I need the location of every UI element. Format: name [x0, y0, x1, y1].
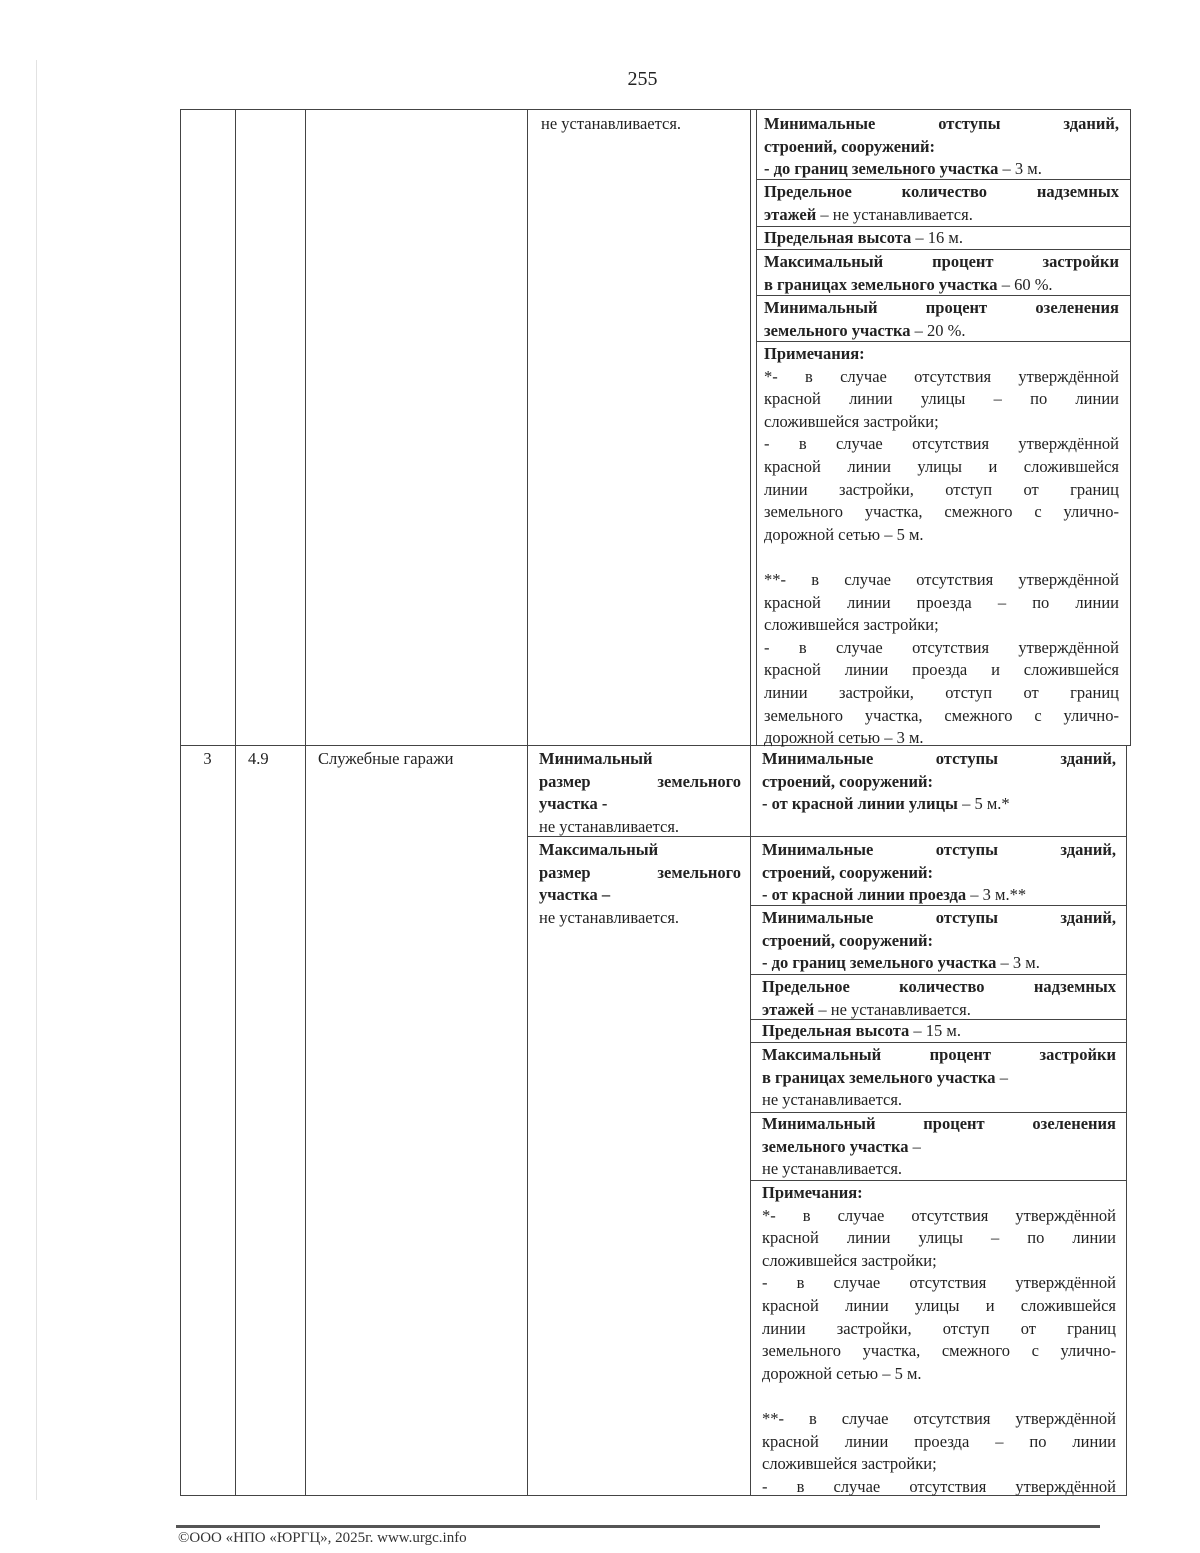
note-line: *- в случае отсутствия утверждённой — [762, 1205, 1116, 1225]
cell-label: - до границ земельного участка — [764, 159, 999, 179]
cell-value: – 3 м.** — [966, 885, 1027, 905]
note-line: линии застройки, отступ от границ — [764, 479, 1119, 499]
cell-value: – 60 %. — [997, 274, 1053, 294]
cell-label: Предельная высота — [762, 1021, 910, 1040]
note-line: красной линии улицы и сложившейся — [762, 1295, 1116, 1315]
cell-label: участка – — [539, 885, 611, 905]
cell-label: Минимальный процент озеленения — [764, 298, 1119, 317]
cell-label: Минимальный — [539, 749, 653, 768]
cell-label: в границах земельного участка — [764, 274, 998, 294]
top-col4-text: не устанавливается. — [541, 114, 682, 133]
street-setback-cell — [762, 748, 1116, 816]
cell-label: строений, сооружений: — [762, 930, 934, 950]
notes-heading: Примечания: — [762, 1183, 863, 1202]
row-name: Служебные гаражи — [318, 749, 454, 768]
cell-label: - до границ земельного участка — [762, 953, 997, 973]
cell-label: Предельное количество надземных — [764, 182, 1119, 201]
cell-label: размер земельного — [539, 771, 741, 791]
note-line: красной линии проезда – по линии — [764, 592, 1119, 612]
cell-label: Максимальный процент застройки — [764, 252, 1119, 271]
cell-label: строений, сооружений: — [764, 136, 936, 156]
top-greening-cell — [764, 297, 1119, 342]
top-setback-cell — [764, 113, 1119, 181]
table-divider — [756, 109, 757, 745]
cell-label: в границах земельного участка — [762, 1067, 996, 1087]
note-line: красной линии проезда и сложившейся — [764, 660, 1119, 680]
top-floors-cell — [764, 181, 1119, 226]
page-number: 255 — [627, 68, 658, 90]
max-size-cell — [539, 839, 741, 929]
cell-label: Максимальный — [539, 840, 659, 859]
cell-label: размер земельного — [539, 862, 741, 882]
cell-label: этажей — [764, 204, 817, 224]
table-divider — [235, 109, 236, 1496]
top-coverage-cell — [764, 251, 1119, 296]
cell-label: - от красной линии проезда — [762, 885, 967, 905]
boundary-setback-cell — [762, 907, 1116, 975]
note-line: сложившейся застройки; — [762, 1250, 937, 1270]
cell-value: не устанавливается. — [539, 816, 680, 836]
cell-value: – не устанавливается. — [816, 204, 973, 224]
cell-value: – — [908, 1136, 921, 1156]
footer-copyright: ©ООО «НПО «ЮРГЦ», 2025г. www.urgc.info — [178, 1530, 467, 1546]
note-line: сложившейся застройки; — [764, 411, 939, 431]
note-line: красной линии улицы – по линии — [762, 1228, 1116, 1248]
floors-cell — [762, 976, 1116, 1021]
height-cell — [762, 1020, 1116, 1043]
min-size-cell — [539, 748, 741, 838]
note-line: **- в случае отсутствия утверждённой — [762, 1408, 1116, 1428]
cell-label: земельного участка — [762, 1136, 909, 1156]
driveway-setback-cell — [762, 839, 1116, 907]
cell-value: не устанавливается. — [539, 907, 680, 927]
note-line: **- в случае отсутствия утверждённой — [764, 569, 1119, 589]
row-number: 3 — [203, 749, 212, 768]
table-divider — [527, 109, 528, 1496]
cell-value: – — [995, 1067, 1008, 1087]
cell-label: Минимальные отступы зданий, — [762, 840, 1116, 859]
cell-label: этажей — [762, 999, 815, 1019]
note-line: красной линии улицы и сложившейся — [764, 456, 1119, 476]
note-line: земельного участка, смежного с улично- — [764, 502, 1119, 522]
notes-heading: Примечания: — [764, 344, 865, 363]
notes-cell — [762, 1182, 1116, 1498]
row-code: 4.9 — [248, 749, 269, 768]
note-line: линии застройки, отступ от границ — [762, 1318, 1116, 1338]
cell-label: Минимальные отступы зданий, — [764, 114, 1119, 133]
cell-label: строений, сооружений: — [762, 771, 934, 791]
table-border-right — [1126, 745, 1127, 1496]
cell-value: не устанавливается. — [762, 1090, 903, 1110]
cell-value: – не устанавливается. — [814, 999, 971, 1019]
note-line: - в случае отсутствия утверждённой — [764, 637, 1119, 657]
note-line: - в случае отсутствия утверждённой — [762, 1476, 1116, 1496]
top-height-cell — [764, 227, 1119, 250]
note-line: линии застройки, отступ от границ — [764, 682, 1119, 702]
cell-value: – 3 м. — [996, 953, 1040, 973]
note-line: дорожной сетью – 5 м. — [764, 524, 924, 544]
table-divider — [750, 109, 751, 1496]
coverage-cell — [762, 1044, 1116, 1112]
note-line: красной линии проезда – по линии — [762, 1431, 1116, 1451]
footer-rule — [176, 1525, 1100, 1528]
cell-label: Максимальный процент застройки — [762, 1045, 1116, 1064]
note-line: дорожной сетью – 5 м. — [762, 1363, 922, 1383]
cell-label: Минимальные отступы зданий, — [762, 749, 1116, 768]
cell-value: не устанавливается. — [762, 1159, 903, 1179]
top-notes-cell — [764, 343, 1119, 750]
table-border-left — [180, 109, 181, 1496]
scan-edge-line — [36, 60, 37, 1500]
cell-label: Предельное количество надземных — [762, 977, 1116, 996]
cell-label: земельного участка — [764, 320, 911, 340]
cell-value: – 15 м. — [909, 1021, 961, 1040]
cell-value: – 20 %. — [910, 320, 966, 340]
table-border-right — [1130, 109, 1131, 745]
greening-cell — [762, 1113, 1116, 1181]
cell-label: - от красной линии улицы — [762, 794, 958, 814]
note-line: сложившейся застройки; — [762, 1454, 937, 1474]
note-line: дорожной сетью – 3 м. — [764, 728, 924, 748]
cell-value: – 16 м. — [911, 228, 963, 247]
note-line: *- в случае отсутствия утверждённой — [764, 366, 1119, 386]
cell-label: строений, сооружений: — [762, 862, 934, 882]
cell-label: Минимальный процент озеленения — [762, 1114, 1116, 1133]
note-line: красной линии улицы – по линии — [764, 389, 1119, 409]
cell-value: – 3 м. — [998, 159, 1042, 179]
note-line: земельного участка, смежного с улично- — [762, 1341, 1116, 1361]
cell-value: – 5 м.* — [957, 794, 1010, 814]
cell-label: Предельная высота — [764, 228, 912, 247]
note-line: - в случае отсутствия утверждённой — [762, 1273, 1116, 1293]
cell-label: участка - — [539, 794, 608, 814]
note-line: земельного участка, смежного с улично- — [764, 705, 1119, 725]
cell-label: Минимальные отступы зданий, — [762, 908, 1116, 927]
note-line: - в случае отсутствия утверждённой — [764, 434, 1119, 454]
table-divider — [305, 109, 306, 1496]
note-line: сложившейся застройки; — [764, 615, 939, 635]
table-border-top — [180, 109, 1131, 110]
